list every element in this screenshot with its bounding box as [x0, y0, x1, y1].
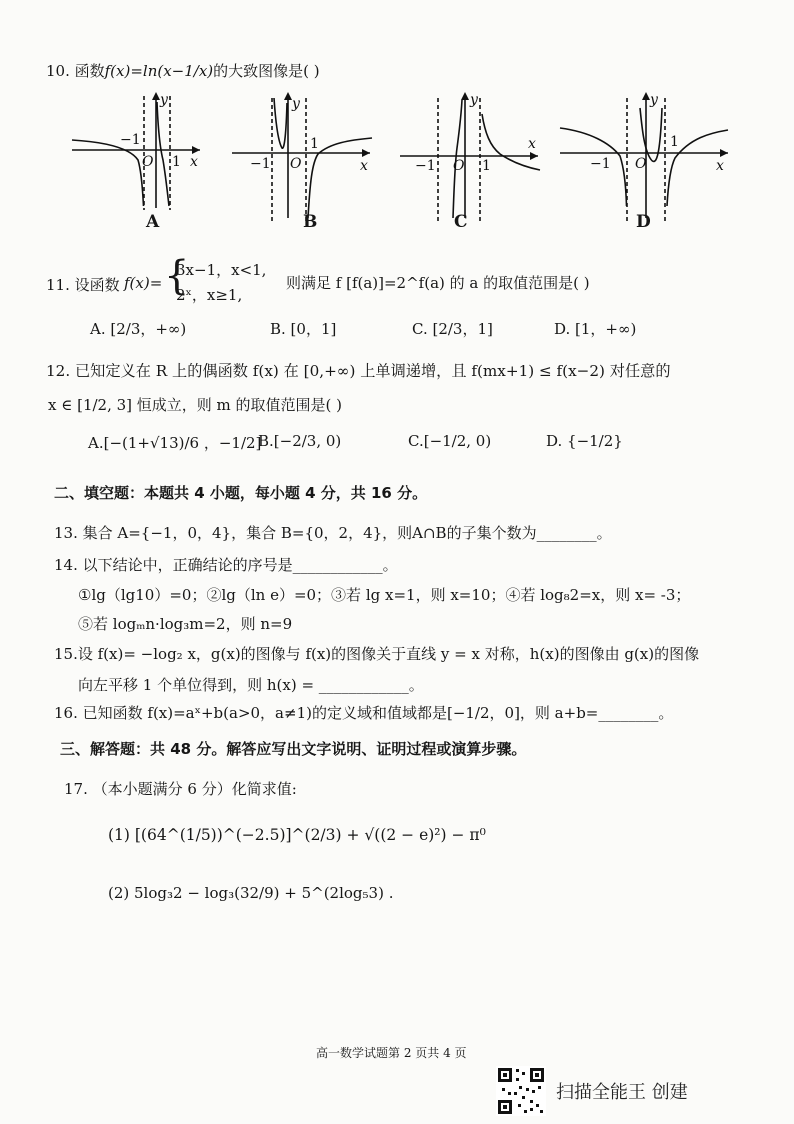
graph-a-origin-label: O: [142, 154, 154, 170]
graph-b-one-label: 1: [310, 136, 319, 152]
q10-stem: [46, 60, 320, 81]
graph-c-origin-label: O: [453, 158, 465, 174]
qr-code-icon: [496, 1066, 546, 1116]
scanner-watermark: 扫描全能王 创建: [556, 1082, 688, 1103]
q10-option-d-label[interactable]: D: [636, 212, 651, 232]
q13-text: 13. 集合 A={−1，0，4}，集合 B={0，2，4}，则A∩B的子集个数为________。: [54, 524, 612, 542]
graph-b-x-label: x: [360, 158, 368, 174]
q10-function: f(x)=ln(x−1/x): [104, 62, 214, 80]
q17-part-1: (1) [(64^(1/5))^(−2.5)]^(2/3) + √((2 − e)²) − π⁰: [108, 826, 486, 844]
graph-a-curve-right: [157, 102, 169, 206]
q11-option-d[interactable]: D. [1，+∞): [554, 320, 637, 338]
graph-b-curve-mid: [274, 98, 287, 148]
q11-option-a[interactable]: A. [2/3，+∞): [90, 320, 187, 338]
graph-b-neg-one-label: −1: [250, 156, 271, 172]
q10-option-a-label[interactable]: A: [146, 212, 160, 232]
q10-suffix: 的大致图像是( ): [213, 62, 320, 80]
graph-b-origin-label: O: [290, 156, 302, 172]
q17-intro: 17. （本小题满分 6 分）化简求值:: [64, 780, 297, 798]
q10-prefix: 10. 函数: [46, 62, 105, 80]
q14-line-2: ⑤若 logₘn·log₃m=2，则 n=9: [78, 615, 293, 633]
page-footer: 高一数学试题第 2 页共 4 页: [316, 1046, 467, 1060]
q12-option-c[interactable]: C.[−1/2, 0): [408, 432, 492, 450]
q12-option-d[interactable]: D. {−1/2}: [546, 432, 623, 450]
q16-text: 16. 已知函数 f(x)=aˣ+b(a>0，a≠1)的定义域和值域都是[−1/2，0]，则 a+b=________。: [54, 704, 674, 722]
graph-d-one-label: 1: [670, 134, 679, 150]
q15-line-2: 向左平移 1 个单位得到，则 h(x) = ____________。: [78, 676, 424, 694]
q11-func-name: f(x)=: [124, 274, 163, 292]
q10-option-c-label[interactable]: C: [454, 212, 468, 232]
q12-line-1: 12. 已知定义在 R 上的偶函数 f(x) 在 [0,+∞) 上单调递增，且 f(mx+1) ≤ f(x−2) 对任意的: [46, 362, 671, 380]
graph-a-one-label: 1: [172, 154, 181, 170]
graph-d-neg-one-label: −1: [590, 156, 611, 172]
q14-line-1: ①lg（lg10）=0；②lg（ln e）=0；③若 lg x=1，则 x=10；④若 log₈2=x，则 x= -3；: [78, 586, 691, 604]
graph-d-y-label: y: [650, 92, 658, 108]
q17-part-2: (2) 5log₃2 − log₃(32/9) + 5^(2log₅3) .: [108, 884, 394, 902]
graph-c-one-label: 1: [482, 158, 491, 174]
q11-brace: {: [164, 253, 190, 299]
graph-a-y-label: y: [160, 92, 168, 108]
q11-option-b[interactable]: B. [0，1]: [270, 320, 337, 338]
graph-b-y-label: y: [292, 96, 300, 112]
q15-line-1: 15.设 f(x)= −log₂ x，g(x)的图像与 f(x)的图像关于直线 y = x 对称，h(x)的图像由 g(x)的图像: [54, 645, 700, 663]
graph-a-x-label: x: [190, 154, 198, 170]
graph-d-origin-label: O: [635, 156, 647, 172]
q10-option-b-label[interactable]: B: [303, 212, 318, 232]
q11-prefix: 11. 设函数: [46, 276, 120, 294]
q12-line-2: x ∈ [1/2, 3] 恒成立，则 m 的取值范围是( ): [48, 396, 343, 414]
q11-condition: 则满足 f [f(a)]=2^f(a) 的 a 的取值范围是( ): [286, 274, 590, 292]
q14-text: 14. 以下结论中，正确结论的序号是____________。: [54, 556, 398, 574]
q12-option-b[interactable]: B.[−2/3, 0): [258, 432, 342, 450]
section-2-title: 二、填空题：本题共 4 小题，每小题 4 分，共 16 分。: [54, 484, 428, 502]
graph-c-neg-one-label: −1: [415, 158, 436, 174]
graph-d-x-label: x: [716, 158, 724, 174]
q12-option-a[interactable]: A.[−(1+√13)/6 ，−1/2]: [88, 434, 262, 452]
q11-option-c[interactable]: C. [2/3，1]: [412, 320, 493, 338]
graph-c-y-label: y: [470, 92, 478, 108]
q11-case-2: 2ˣ，x≥1,: [176, 286, 243, 304]
q11-case-1: 3x−1，x<1,: [176, 261, 267, 279]
graph-a-neg-one-label: −1: [120, 132, 141, 148]
section-3-title: 三、解答题：共 48 分。解答应写出文字说明、证明过程或演算步骤。: [60, 740, 527, 758]
graph-c-x-label: x: [528, 136, 536, 152]
